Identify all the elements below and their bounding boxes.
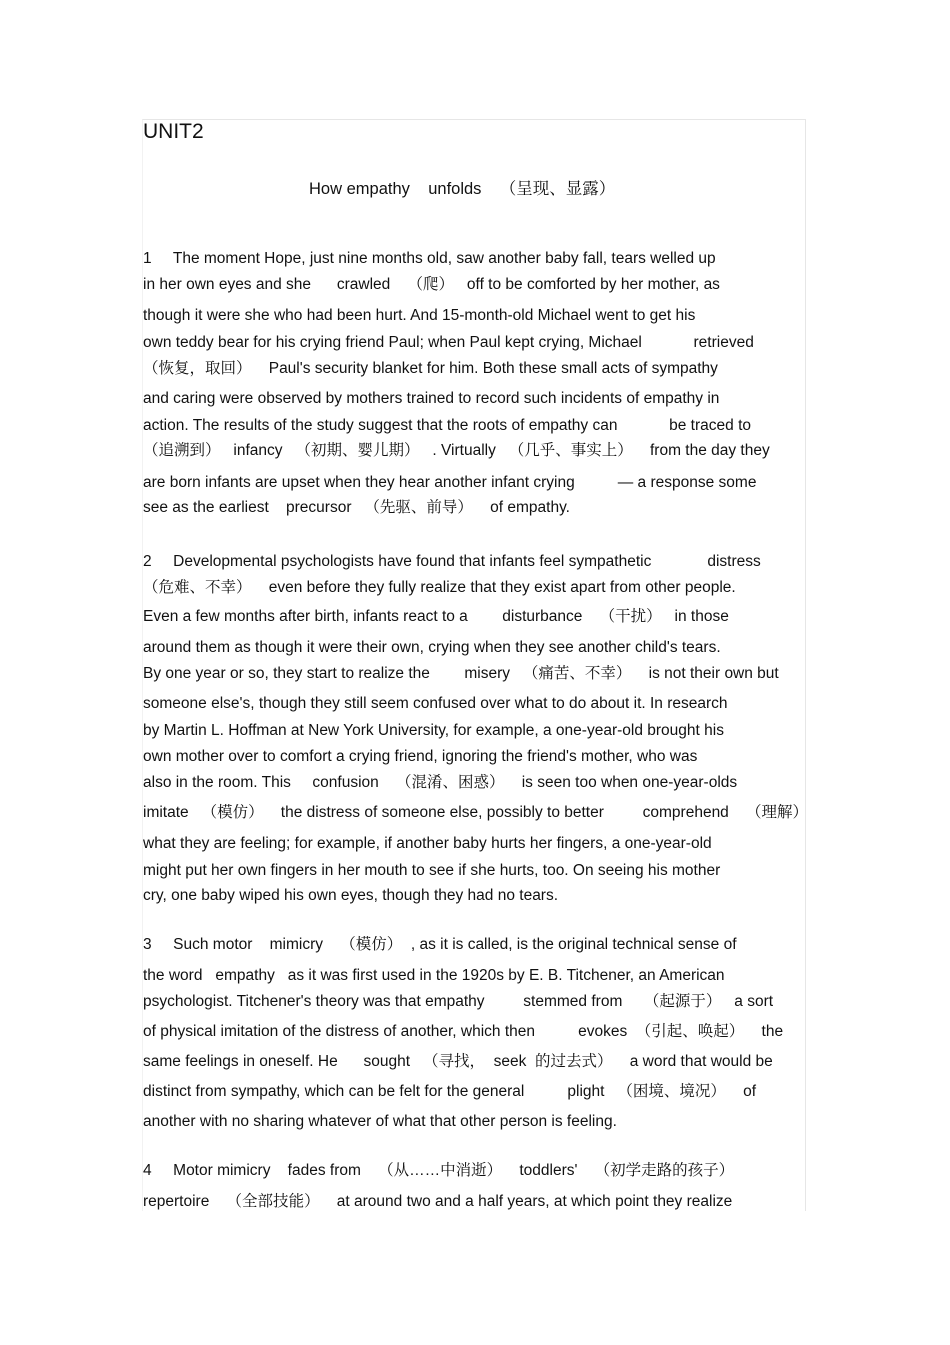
text-line: distinct from sympathy, which can be felt for the general plight （困境、境况） of	[143, 1083, 757, 1100]
text-line: 1 The moment Hope, just nine months old, saw another baby fall, tears welled up	[143, 250, 716, 267]
text-line: see as the earliest precursor （先驱、前导） of empathy.	[143, 499, 570, 516]
page-title: How empathy unfolds （呈现、显露）	[309, 180, 616, 198]
text-line: and caring were observed by mothers trained to record such incidents of empathy in	[143, 390, 720, 407]
text-line: Even a few months after birth, infants react to a disturbance （干扰） in those	[143, 608, 729, 625]
text-line: of physical imitation of the distress of another, which then evokes （引起、唤起） the	[143, 1023, 784, 1040]
text-line: by Martin L. Hoffman at New York University, for example, a one-year-old brought his	[143, 722, 724, 739]
text-line: 3 Such motor mimicry （模仿） , as it is called, is the original technical sense of	[143, 936, 737, 953]
text-line: action. The results of the study suggest that the roots of empathy can be traced to	[143, 417, 751, 434]
text-line: （危难、不幸） even before they fully realize that they exist apart from other people.	[143, 579, 736, 596]
text-line: cry, one baby wiped his own eyes, though they had no tears.	[143, 887, 559, 904]
text-line: repertoire （全部技能） at around two and a half years, at which point they realize	[143, 1193, 733, 1210]
text-line: own mother over to comfort a crying friend, ignoring the friend's mother, who was	[143, 748, 698, 765]
text-line: though it were she who had been hurt. And 15-month-old Michael went to get his	[143, 307, 696, 324]
text-line: （追溯到） infancy （初期、婴儿期） . Virtually （几乎、事实上） from the day they	[143, 442, 770, 459]
text-line: another with no sharing whatever of what that other person is feeling.	[143, 1113, 617, 1130]
text-line: imitate （模仿） the distress of someone else, possibly to better comprehend （理解）	[143, 804, 809, 821]
text-line: the word empathy as it was first used in the 1920s by E. B. Titchener, an American	[143, 967, 725, 984]
text-line: around them as though it were their own, crying when they see another child's tears.	[143, 639, 721, 656]
text-line: By one year or so, they start to realize the misery （痛苦、不幸） is not their own but	[143, 665, 779, 682]
text-line: same feelings in oneself. He sought （寻找， seek 的过去式） a word that would be	[143, 1053, 773, 1070]
text-line: in her own eyes and she crawled （爬） off to be comforted by her mother, as	[143, 276, 720, 293]
text-line: might put her own fingers in her mouth to see if she hurts, too. On seeing his mother	[143, 862, 721, 879]
text-line: own teddy bear for his crying friend Paul; when Paul kept crying, Michael retrieved	[143, 334, 754, 351]
text-line: also in the room. This confusion （混淆、困惑） is seen too when one-year-olds	[143, 774, 738, 791]
text-line: 4 Motor mimicry fades from （从……中消逝） toddlers' （初学走路的孩子）	[143, 1162, 735, 1179]
text-line: 2 Developmental psychologists have found that infants feel sympathetic distress	[143, 553, 761, 570]
text-line: are born infants are upset when they hear another infant crying — a response some	[143, 474, 757, 491]
text-line: someone else's, though they still seem confused over what to do about it. In research	[143, 695, 728, 712]
text-line: what they are feeling; for example, if another baby hurts her fingers, a one-year-old	[143, 835, 712, 852]
unit-heading: UNIT2	[143, 120, 204, 143]
text-line: （恢复，取回） Paul's security blanket for him. Both these small acts of sympathy	[143, 360, 718, 377]
text-line: psychologist. Titchener's theory was that empathy stemmed from （起源于） a sort	[143, 993, 774, 1010]
